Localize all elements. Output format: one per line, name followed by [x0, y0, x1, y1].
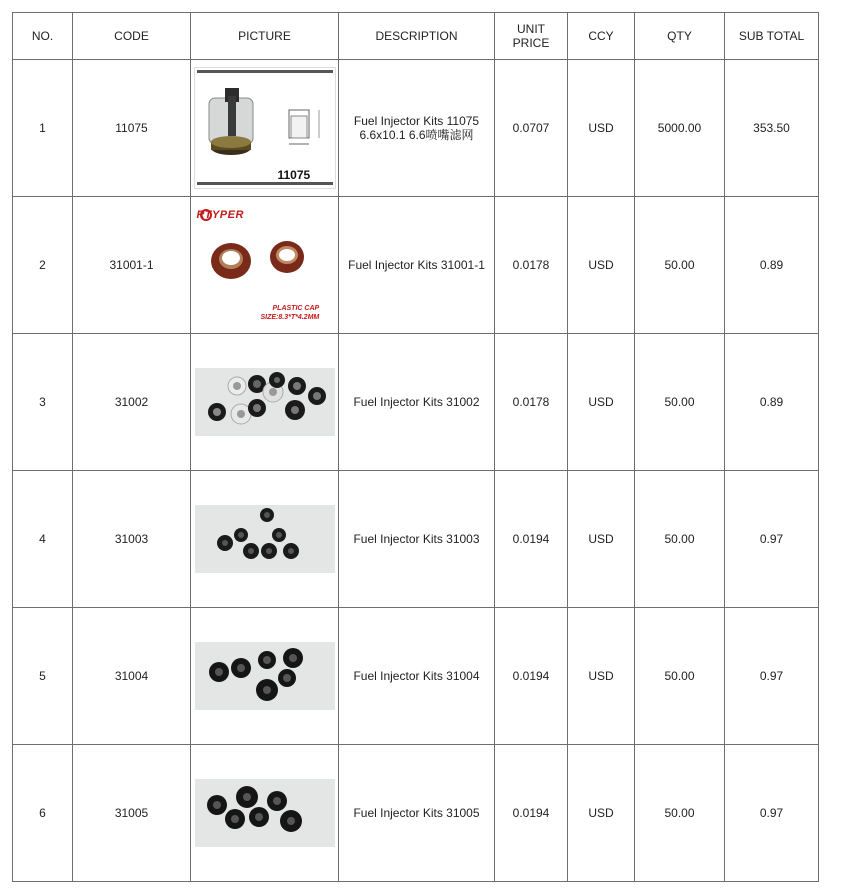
cell-no: 2	[13, 197, 73, 334]
brand-logo: RTYPER	[196, 209, 244, 221]
cell-no: 3	[13, 334, 73, 471]
cell-code: 31003	[73, 471, 191, 608]
product-image-31004	[195, 642, 335, 710]
cell-ccy: USD	[568, 60, 635, 197]
cell-qty: 50.00	[635, 197, 725, 334]
cell-ccy: USD	[568, 197, 635, 334]
table-row	[13, 334, 819, 471]
cell-unit-price: 0.0194	[495, 471, 568, 608]
cell-picture	[191, 334, 339, 471]
picture-caption-1: PLASTIC CAP	[272, 305, 320, 312]
cell-picture	[191, 471, 339, 608]
cell-qty: 50.00	[635, 334, 725, 471]
cell-ccy: USD	[568, 471, 635, 608]
cell-code: 11075	[73, 60, 191, 197]
table-row	[13, 608, 819, 745]
cell-picture	[191, 608, 339, 745]
header-unit-price-line2: PRICE	[512, 36, 550, 50]
cell-description: Fuel Injector Kits 31004	[339, 608, 495, 745]
cell-qty: 5000.00	[635, 60, 725, 197]
cell-code: 31004	[73, 608, 191, 745]
table-row	[13, 471, 819, 608]
table-row	[13, 197, 819, 334]
cell-ccy: USD	[568, 334, 635, 471]
rubber-rings-illustration	[195, 505, 335, 573]
cell-sub-total: 0.89	[725, 334, 819, 471]
cell-qty: 50.00	[635, 471, 725, 608]
header-code: CODE	[73, 13, 191, 60]
cell-picture	[191, 197, 339, 334]
header-unit-price	[495, 13, 568, 60]
product-image-31005	[195, 779, 335, 847]
picture-caption-2: SIZE:8.3*T*4.2MM	[260, 314, 320, 321]
cell-qty: 50.00	[635, 608, 725, 745]
cell-sub-total: 353.50	[725, 60, 819, 197]
cell-code: 31002	[73, 334, 191, 471]
cell-sub-total: 0.89	[725, 197, 819, 334]
cell-unit-price: 0.0178	[495, 334, 568, 471]
header-qty: QTY	[635, 13, 725, 60]
cell-no: 1	[13, 60, 73, 197]
rubber-rings-illustration	[195, 368, 335, 436]
product-image-31001-1	[195, 203, 335, 327]
product-image-11075	[194, 67, 336, 189]
product-image-31002	[195, 368, 335, 436]
description-line2: 6.6x10.1 6.6喷嘴滤网	[359, 128, 474, 142]
cell-ccy: USD	[568, 745, 635, 882]
cell-no: 4	[13, 471, 73, 608]
cell-picture	[191, 60, 339, 197]
cell-no: 5	[13, 608, 73, 745]
table-row	[13, 60, 819, 197]
cell-unit-price: 0.0194	[495, 745, 568, 882]
rubber-rings-illustration	[195, 779, 335, 847]
cell-sub-total: 0.97	[725, 608, 819, 745]
injector-filter-illustration	[195, 68, 335, 188]
cell-no: 6	[13, 745, 73, 882]
cell-description	[339, 60, 495, 197]
header-row	[13, 13, 819, 60]
cell-sub-total: 0.97	[725, 745, 819, 882]
cell-sub-total: 0.97	[725, 471, 819, 608]
cell-unit-price: 0.0178	[495, 197, 568, 334]
description-line1: Fuel Injector Kits 11075	[353, 114, 480, 128]
cell-description: Fuel Injector Kits 31002	[339, 334, 495, 471]
cell-description: Fuel Injector Kits 31001-1	[339, 197, 495, 334]
cell-code: 31005	[73, 745, 191, 882]
header-sub-total: SUB TOTAL	[725, 13, 819, 60]
header-no: NO.	[13, 13, 73, 60]
cell-description: Fuel Injector Kits 31005	[339, 745, 495, 882]
rubber-rings-illustration	[195, 642, 335, 710]
header-ccy: CCY	[568, 13, 635, 60]
cell-code: 31001-1	[73, 197, 191, 334]
cell-description: Fuel Injector Kits 31003	[339, 471, 495, 608]
table-row	[13, 745, 819, 882]
picture-label: 11075	[277, 168, 311, 182]
cell-qty: 50.00	[635, 745, 725, 882]
product-image-31003	[195, 505, 335, 573]
header-picture: PICTURE	[191, 13, 339, 60]
cell-unit-price: 0.0194	[495, 608, 568, 745]
cell-picture	[191, 745, 339, 882]
header-description: DESCRIPTION	[339, 13, 495, 60]
cell-ccy: USD	[568, 608, 635, 745]
quotation-table	[12, 12, 819, 882]
header-unit-price-line1: UNIT	[517, 22, 545, 36]
cell-unit-price: 0.0707	[495, 60, 568, 197]
